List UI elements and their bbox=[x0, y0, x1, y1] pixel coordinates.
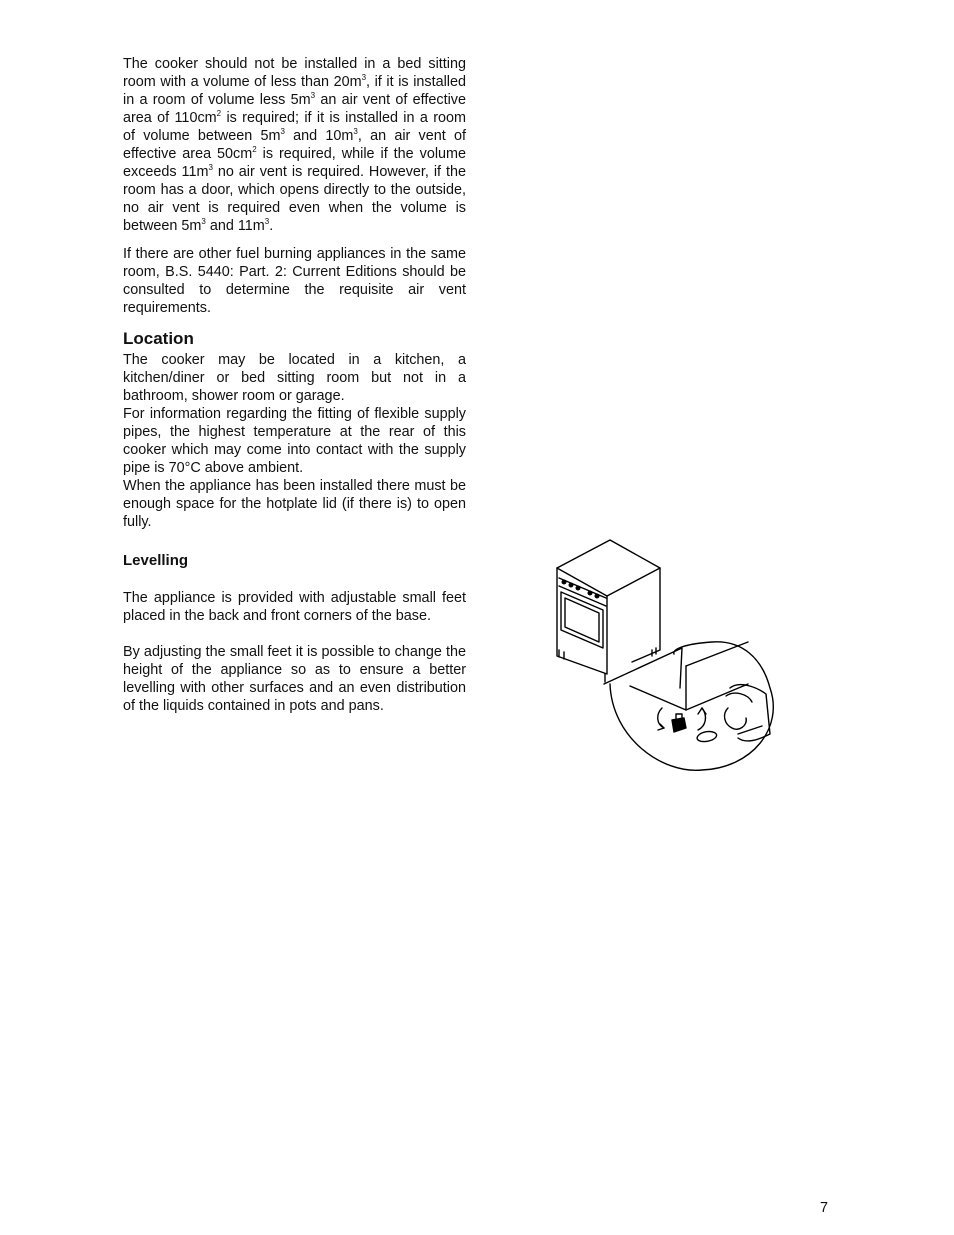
superscript: 2 bbox=[252, 145, 257, 155]
page-number: 7 bbox=[820, 1200, 829, 1216]
levelling-paragraph-1: The appliance is provided with adjustable small feet placed in the back and front corners of the base. bbox=[123, 590, 466, 624]
text-run: , if it is installed in a room of volume less 5m bbox=[123, 74, 466, 108]
superscript: 3 bbox=[361, 73, 367, 83]
superscript: 3 bbox=[201, 217, 206, 227]
superscript: 3 bbox=[264, 217, 270, 227]
text-run: is required; if it is installed in a room of volume between 5m bbox=[123, 110, 466, 144]
text-run: is required, while if the volume exceeds 11m bbox=[123, 146, 467, 180]
superscript: 3 bbox=[310, 91, 316, 101]
cooker-drawing bbox=[557, 540, 660, 682]
text-column bbox=[123, 55, 466, 715]
text-run: an air vent of effective area of 110cm bbox=[123, 92, 466, 126]
location-paragraph-1: The cooker may be located in a kitchen, a kitchen/diner or bed sitting room but not in a bathroom, shower room or garage. bbox=[123, 352, 466, 404]
text-run: and 10m bbox=[284, 128, 354, 144]
location-paragraph-3: When the appliance has been installed there must be enough space for the hotplate lid (if there is) to open fully. bbox=[123, 478, 466, 530]
text-run: and 11m bbox=[205, 218, 265, 234]
fuel-appliances-paragraph: If there are other fuel burning appliances in the same room, B.S. 5440: Part. 2: Current Editions should be consulted to determine the requisite air vent requirements. bbox=[123, 246, 466, 316]
text-run: no air vent is required. However, if the room has a door, which opens directly to the outside, no air vent is required even when the volume is between 5m bbox=[123, 164, 466, 234]
location-paragraph-2: For information regarding the fitting of flexible supply pipes, the highest temperature at the rear of this cooker which may come into contact with the supply pipe is 70°C above ambient. bbox=[123, 406, 466, 476]
levelling-heading: Levelling bbox=[123, 552, 189, 569]
superscript: 2 bbox=[216, 109, 222, 119]
location-heading: Location bbox=[123, 329, 194, 348]
text-run: . bbox=[269, 218, 274, 234]
levelling-paragraph-2: By adjusting the small feet it is possible to change the height of the appliance so as to ensure a better levelling with other surfaces and an even distribution of the liquids contained in pots and pans. bbox=[123, 644, 466, 714]
levelling-feet-illustration bbox=[552, 538, 780, 774]
text-run: , an air vent of effective area 50cm bbox=[123, 128, 466, 162]
text-run: The cooker should not be installed in a bed sitting room with a volume of less than 20m bbox=[123, 56, 466, 90]
superscript: 3 bbox=[208, 163, 213, 173]
ventilation-paragraph bbox=[123, 55, 466, 235]
superscript: 3 bbox=[280, 127, 285, 137]
magnifier-lines bbox=[604, 648, 682, 688]
superscript: 3 bbox=[353, 127, 358, 137]
